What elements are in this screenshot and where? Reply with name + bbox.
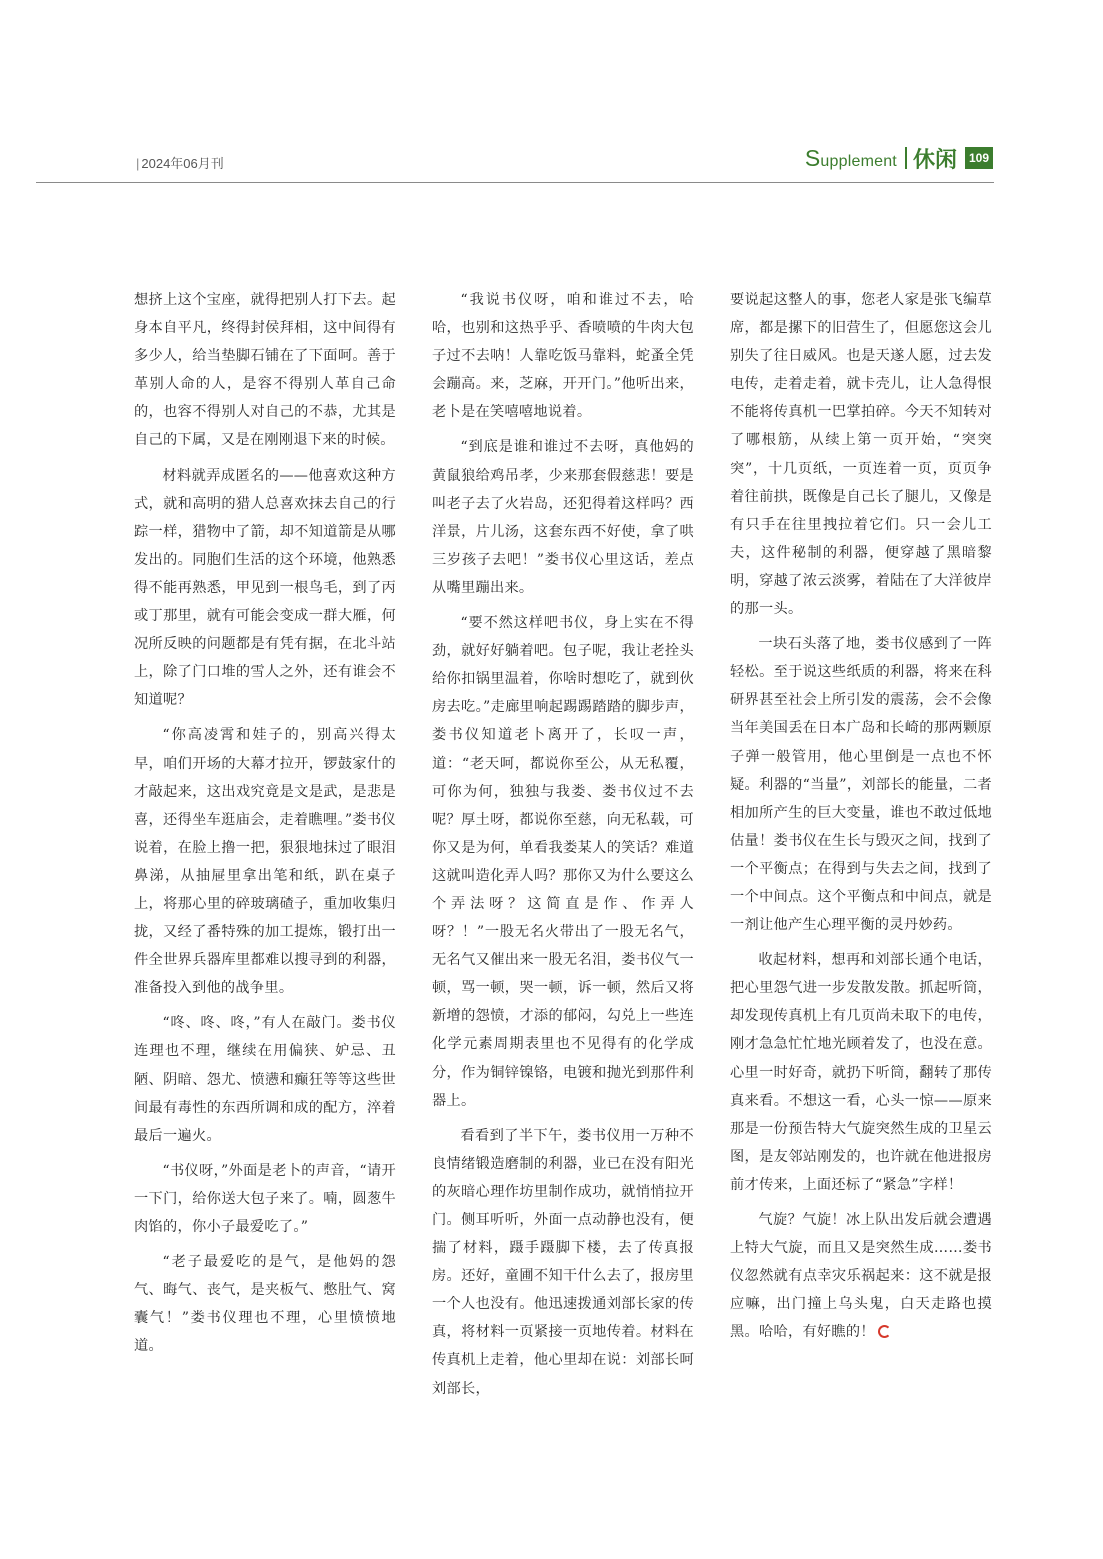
issue-label <box>136 153 224 172</box>
header-rule <box>36 182 994 183</box>
supplement-logo: Supplement <box>804 144 897 171</box>
paragraph: 收起材料，想再和刘部长通个电话，把心里怨气进一步发散发散。抓起听筒，却发现传真机上有几页尚未取下的电传，刚才急急忙忙地光顾着发了，也没在意。心里一时好奇，就扔下听筒，翻转了那传真来看。不想这一看，心头一惊——原来那是一份预告特大气旋突然生成的卫星云图，是友邻站刚发的，也许就在他进报房前才传来，上面还标了“紧急”字样！ <box>730 952 992 1193</box>
paragraph: “老子最爱吃的是气，是他妈的怨气、晦气、丧气，是夹板气、憋肚气、窝囊气！”娄书仪理也不理，心里愤愤地道。 <box>134 1254 396 1355</box>
text-column-1 <box>134 286 396 1367</box>
final-paragraph: 气旋？气旋！冰上队出发后就会遭遇上特大气旋，而且又是突然生成……娄书仪忽然就有点幸灾乐祸起来：这不就是报应嘛，出门撞上乌头鬼，白天走路也摸黑。哈哈，有好瞧的！ <box>730 1212 992 1341</box>
divider-bar: | <box>136 156 140 171</box>
paragraph: “要不然这样吧书仪，身上实在不得劲，就好好躺着吧。包子呢，我让老拴头给你扣锅里温着，你啥时想吃了，就到伙房去吃。”走廊里响起踢踢踏踏的脚步声，娄书仪知道老卜离开了，长叹一声，道：“老天呵，都说你至公，从无私覆，可你为何，独独与我娄、娄书仪过不去呢？厚土呀，都说你至慈，向无私载，可你又是为何，单看我娄某人的笑话？难道这就叫造化弄人吗？那你又为什么要这么个弄法呀？这简直是作、作弄人呀？！”一股无名火带出了一股无名气，无名气又催出来一股无名泪，娄书仪气一顿，骂一顿，哭一顿，诉一顿，然后又将新增的怨愤，才添的郁闷，勾兑上一些连化学元素周期表里也不见得有的化学成分，作为铜锌镍铬，电镀和抛光到那件利器上。 <box>432 615 694 1109</box>
article-end-icon <box>878 1325 891 1338</box>
paragraph: 要说起这整人的事，您老人家是张飞编草席，都是摞下的旧营生了，但愿您这会儿别失了往日威风。也是天遂人愿，过去发电传，走着走着，就卡壳儿，让人急得恨不能将传真机一巴掌拍碎。今天不知转对了哪根筋，从续上第一页开始，“突突突”，十几页纸，一页连着一页，页页争着往前拱，既像是自己长了腿儿，又像是有只手在往里拽拉着它们。只一会儿工夫，这件秘制的利器，便穿越了黑暗黎明，穿越了浓云淡雾，着陆在了大洋彼岸的那一头。 <box>730 292 992 618</box>
paragraph: 想挤上这个宝座，就得把别人打下去。起身本自平凡，终得封侯拜相，这中间得有多少人，给当垫脚石铺在了下面呵。善于革别人命的人，是容不得别人革自己命的，也容不得别人对自己的不恭，尤其是自己的下属，又是在刚刚退下来的时候。 <box>134 292 396 449</box>
paragraph: “我说书仪呀，咱和谁过不去，哈哈，也别和这热乎乎、香喷喷的牛肉大包子过不去呐！人靠吃饭马靠料，蛇蚤全凭会蹦高。来，芝麻，开开门。”他听出来，老卜是在笑嘻嘻地说着。 <box>432 292 694 421</box>
page-number: 109 <box>965 147 993 169</box>
running-header <box>805 143 993 173</box>
issue-date: 2024年06月刊 <box>141 156 224 171</box>
paragraph: 一块石头落了地，娄书仪感到了一阵轻松。至于说这些纸质的利器，将来在科研界甚至社会上所引发的震荡，会不会像当年美国丢在日本广岛和长崎的那两颗原子弹一般管用，他心里倒是一点也不怀疑。利器的“当量”，刘部长的能量，二者相加所产生的巨大变量，谁也不敢过低地估量！娄书仪在生长与毁灭之间，找到了一个平衡点；在得到与失去之间，找到了一个中间点。这个平衡点和中间点，就是一剂让他产生心理平衡的灵丹妙药。 <box>730 636 992 934</box>
paragraph: “你高凌霄和娃子的，别高兴得太早，咱们开场的大幕才拉开，锣鼓家什的才敲起来，这出戏究竟是文是武，是悲是喜，还得坐车逛庙会，走着瞧哩。”娄书仪说着，在脸上撸一把，狠狠地抹过了眼泪鼻涕，从抽屉里拿出笔和纸，趴在桌子上，将那心里的碎玻璃碴子，重加收集归拢，又经了番特殊的加工提炼，锻打出一件全世界兵器库里都难以搜寻到的利器，准备投入到他的战争里。 <box>134 727 396 997</box>
text-column-3 <box>730 286 992 1353</box>
header-divider <box>905 147 907 169</box>
text-column-2 <box>432 286 694 1410</box>
paragraph: 看看到了半下午，娄书仪用一万种不良情绪锻造磨制的利器，业已在没有阳光的灰暗心理作坊里制作成功，就悄悄拉开门。侧耳听听，外面一点动静也没有，便揣了材料，蹑手蹑脚下楼，去了传真报房。还好，童圃不知干什么去了，报房里一个人也没有。他迅速拨通刘部长家的传真，将材料一页紧接一页地传着。材料在传真机上走着，他心里却在说：刘部长呵刘部长， <box>432 1127 694 1397</box>
paragraph: 材料就弄成匿名的——他喜欢这种方式，就和高明的猎人总喜欢抹去自己的行踪一样，猎物中了箭，却不知道箭是从哪发出的。同胞们生活的这个环境，他熟悉得不能再熟悉，甲见到一根鸟毛，到了丙或丁那里，就有可能会变成一群大雁，何况所反映的问题都是有凭有据，在北斗站上，除了门口堆的雪人之外，还有谁会不知道呢？ <box>134 467 396 709</box>
section-title: 休闲 <box>912 147 957 173</box>
paragraph: “到底是谁和谁过不去呀，真他妈的黄鼠狼给鸡吊孝，少来那套假慈悲！要是叫老子去了火岩岛，还犯得着这样吗？西洋景，片儿汤，这套东西不好使，拿了哄三岁孩子去吧！”娄书仪心里这话，差点从嘴里蹦出来。 <box>432 439 694 596</box>
paragraph: “咚、咚、咚，”有人在敲门。娄书仪连理也不理，继续在用偏狭、妒忌、丑陋、阴暗、怨尤、愤懑和癫狂等等这些世间最有毒性的东西所调和成的配方，淬着最后一遍火。 <box>134 1015 396 1144</box>
paragraph: “书仪呀，”外面是老卜的声音，“请开一下门，给你送大包子来了。喃，圆葱牛肉馅的，你小子最爱吃了。” <box>134 1162 396 1235</box>
